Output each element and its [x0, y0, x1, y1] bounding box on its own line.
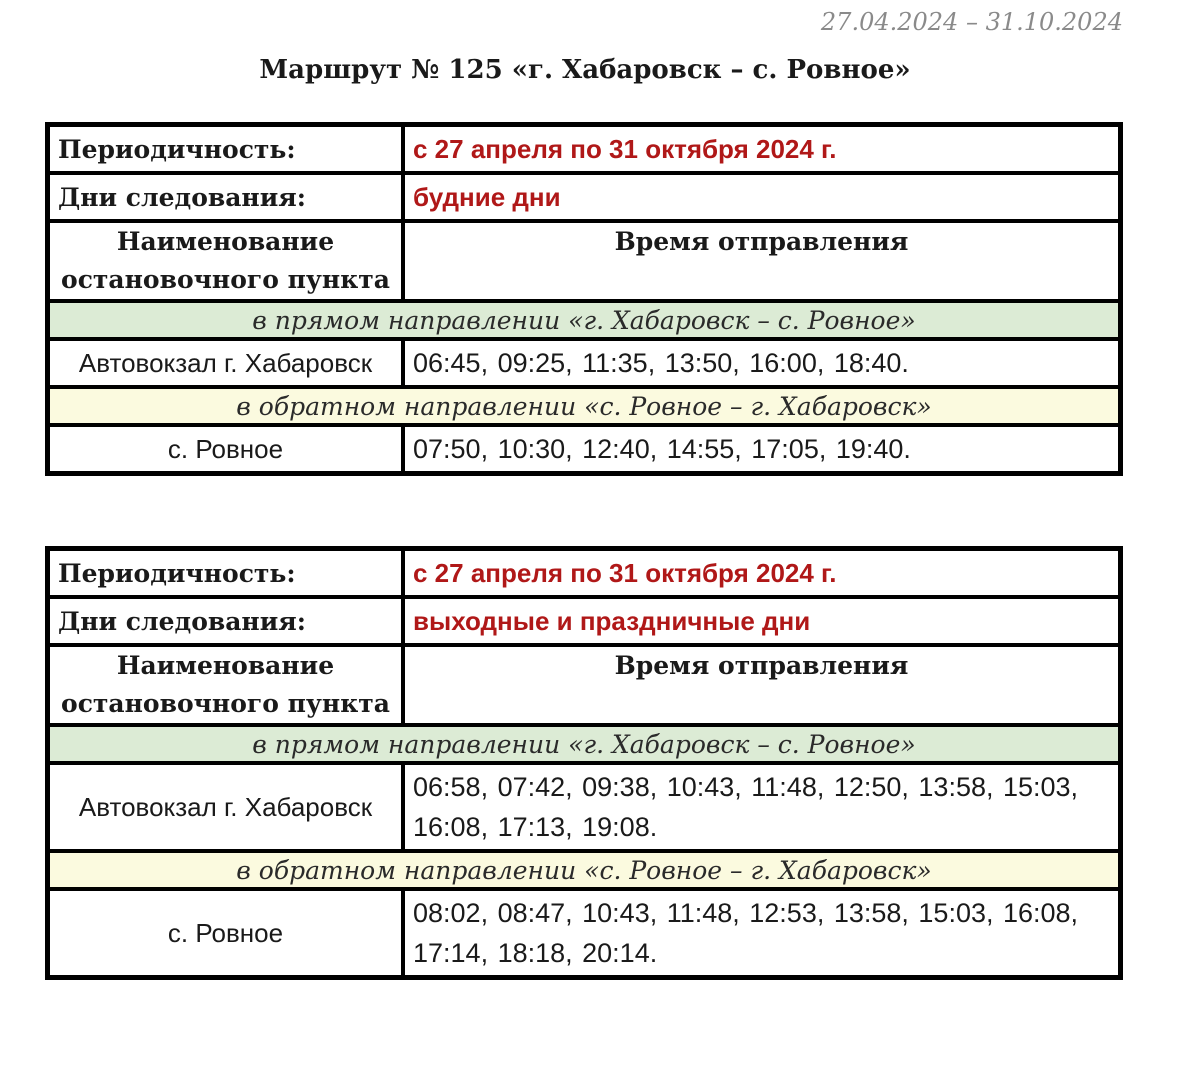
forward-direction-label: в прямом направлении «г. Хабаровск – с. Ровное»	[48, 301, 1120, 339]
table-row	[48, 889, 1120, 977]
stop-name-header-line1: Наименование	[116, 227, 335, 256]
reverse-direction-row	[48, 851, 1120, 889]
periodicity-value: с 27 апреля по 31 октября 2024 г.	[403, 549, 1120, 597]
stop-name-header	[48, 645, 403, 725]
reverse-direction-row	[48, 387, 1120, 425]
days-row	[48, 173, 1120, 221]
departure-times: 07:50, 10:30, 12:40, 14:55, 17:05, 19:40.	[403, 425, 1120, 473]
stop-name-header-line2: остановочного пункта	[61, 689, 390, 718]
departure-times: 08:02, 08:47, 10:43, 11:48, 12:53, 13:58, 15:03, 16:08, 17:14, 18:18, 20:14.	[403, 889, 1120, 977]
reverse-direction-label: в обратном направлении «с. Ровное – г. Хабаровск»	[48, 851, 1120, 889]
periodicity-row	[48, 549, 1120, 597]
departure-time-header: Время отправления	[403, 221, 1120, 301]
date-range: 27.04.2024 – 31.10.2024	[820, 8, 1123, 36]
stop-name: с. Ровное	[48, 425, 403, 473]
table-row	[48, 763, 1120, 851]
column-header-row	[48, 645, 1120, 725]
days-row	[48, 597, 1120, 645]
reverse-direction-label: в обратном направлении «с. Ровное – г. Хабаровск»	[48, 387, 1120, 425]
schedule-table-weekday	[45, 122, 1123, 476]
page-title: Маршрут № 125 «г. Хабаровск – с. Ровное»	[259, 55, 911, 85]
periodicity-row	[48, 125, 1120, 173]
table-row	[48, 339, 1120, 387]
days-label: Дни следования:	[48, 597, 403, 645]
periodicity-label: Периодичность:	[48, 549, 403, 597]
schedule-table-weekend	[45, 546, 1123, 980]
periodicity-value: с 27 апреля по 31 октября 2024 г.	[403, 125, 1120, 173]
forward-direction-row	[48, 725, 1120, 763]
forward-direction-row	[48, 301, 1120, 339]
stop-name: Автовокзал г. Хабаровск	[48, 763, 403, 851]
stop-name: Автовокзал г. Хабаровск	[48, 339, 403, 387]
forward-direction-label: в прямом направлении «г. Хабаровск – с. Ровное»	[48, 725, 1120, 763]
departure-times: 06:58, 07:42, 09:38, 10:43, 11:48, 12:50, 13:58, 15:03, 16:08, 17:13, 19:08.	[403, 763, 1120, 851]
days-value: будние дни	[403, 173, 1120, 221]
stop-name-header-line2: остановочного пункта	[61, 265, 390, 294]
table-row	[48, 425, 1120, 473]
stop-name-header-line1: Наименование	[116, 651, 335, 680]
days-value: выходные и праздничные дни	[403, 597, 1120, 645]
departure-time-header: Время отправления	[403, 645, 1120, 725]
stop-name: с. Ровное	[48, 889, 403, 977]
days-label: Дни следования:	[48, 173, 403, 221]
periodicity-label: Периодичность:	[48, 125, 403, 173]
column-header-row	[48, 221, 1120, 301]
stop-name-header	[48, 221, 403, 301]
departure-times: 06:45, 09:25, 11:35, 13:50, 16:00, 18:40.	[403, 339, 1120, 387]
